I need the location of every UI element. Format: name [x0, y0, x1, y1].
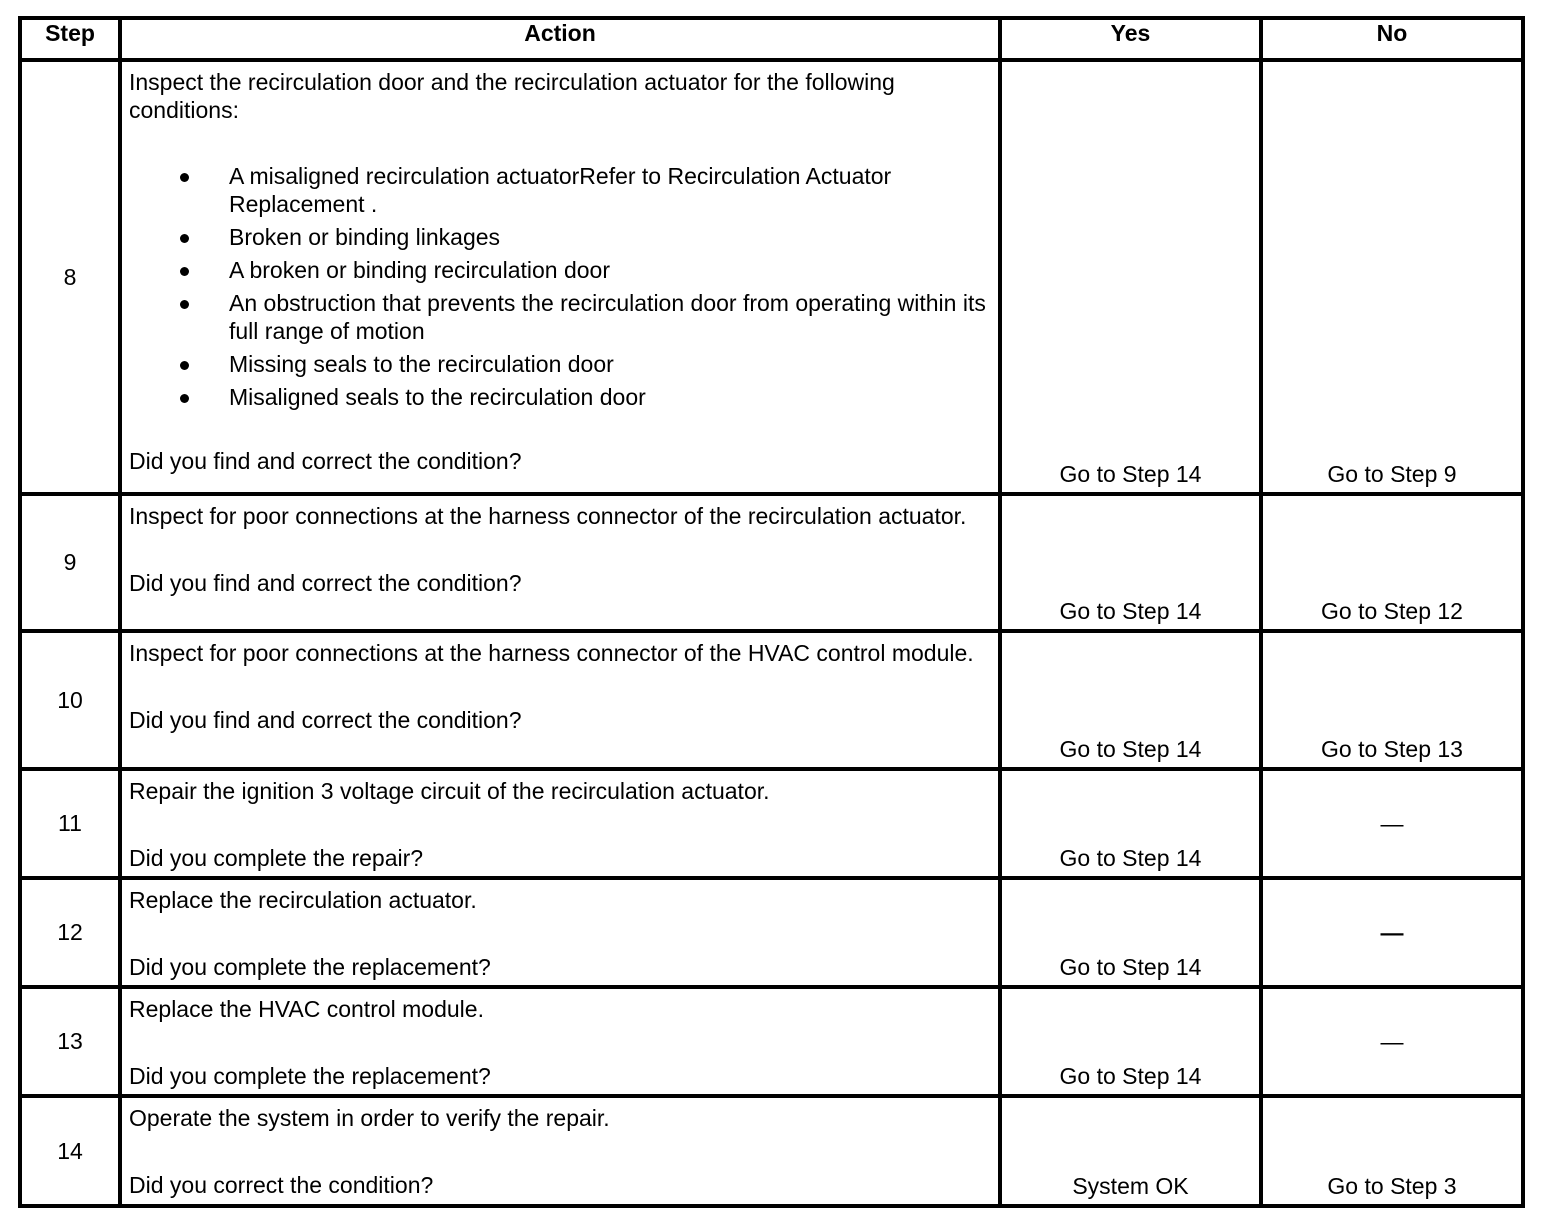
list-item — [129, 383, 992, 411]
list-item-text: A broken or binding recirculation door — [229, 257, 611, 283]
table-row — [20, 60, 1523, 494]
table-row — [20, 878, 1523, 987]
action-text: Inspect for poor connections at the harness connector of the HVAC control module. — [129, 640, 974, 666]
action-text: Inspect the recirculation door and the recirculation actuator for the following conditions: — [129, 69, 895, 123]
list-item-text: A misaligned recirculation actuatorRefer to Recirculation Actuator Replacement . — [229, 163, 892, 217]
no-cell — [1261, 769, 1523, 878]
table-row — [20, 494, 1523, 631]
action-question: Did you find and correct the condition? — [129, 570, 522, 596]
action-cell — [120, 60, 1000, 494]
header-row — [20, 18, 1523, 60]
action-cell — [120, 878, 1000, 987]
action-text: Inspect for poor connections at the harness connector of the recirculation actuator. — [129, 503, 967, 529]
no-result: Go to Step 3 — [1327, 1173, 1457, 1199]
yes-cell — [1000, 1096, 1261, 1206]
no-result: Go to Step 13 — [1321, 736, 1463, 762]
yes-result: Go to Step 14 — [1059, 1063, 1202, 1089]
yes-result: Go to Step 14 — [1059, 845, 1202, 871]
bullet-icon — [180, 267, 189, 276]
header-step: Step — [20, 18, 120, 60]
bullet-icon — [180, 173, 189, 182]
action-cell — [120, 769, 1000, 878]
yes-result: Go to Step 14 — [1059, 736, 1202, 762]
bullet-icon — [180, 300, 189, 309]
diagnostic-table — [18, 16, 1525, 1208]
no-cell — [1261, 878, 1523, 987]
list-item — [129, 162, 992, 218]
step-number: 13 — [20, 987, 120, 1096]
header-yes: Yes — [1000, 18, 1261, 60]
no-cell — [1261, 987, 1523, 1096]
table-row — [20, 987, 1523, 1096]
list-item — [129, 223, 992, 251]
header-no: No — [1261, 18, 1523, 60]
step-number: 14 — [20, 1096, 120, 1206]
no-result: — — [1380, 810, 1404, 836]
yes-cell — [1000, 987, 1261, 1096]
list-item-text: Broken or binding linkages — [229, 224, 501, 250]
table-row — [20, 1096, 1523, 1206]
no-result: Go to Step 9 — [1327, 461, 1457, 487]
action-question: Did you find and correct the condition? — [129, 707, 522, 733]
step-number: 8 — [20, 60, 120, 494]
action-text: Operate the system in order to verify the repair. — [129, 1105, 610, 1131]
list-item-text: An obstruction that prevents the recirculation door from operating within its full range of motion — [229, 290, 986, 344]
action-question: Did you complete the replacement? — [129, 1063, 491, 1089]
bullet-icon — [180, 361, 189, 370]
no-cell — [1261, 494, 1523, 631]
action-question: Did you correct the condition? — [129, 1172, 434, 1198]
no-cell — [1261, 60, 1523, 494]
list-item-text: Missing seals to the recirculation door — [229, 351, 614, 377]
action-question: Did you find and correct the condition? — [129, 448, 522, 474]
yes-cell — [1000, 631, 1261, 769]
list-item-text: Misaligned seals to the recirculation door — [229, 384, 646, 410]
condition-list — [129, 162, 992, 411]
step-number: 12 — [20, 878, 120, 987]
no-cell — [1261, 1096, 1523, 1206]
yes-result: Go to Step 14 — [1059, 954, 1202, 980]
bullet-icon — [180, 234, 189, 243]
action-question: Did you complete the repair? — [129, 845, 424, 871]
step-number: 11 — [20, 769, 120, 878]
action-text: Replace the recirculation actuator. — [129, 887, 477, 913]
yes-result: Go to Step 14 — [1059, 461, 1202, 487]
table-row — [20, 631, 1523, 769]
yes-result: Go to Step 14 — [1059, 598, 1202, 624]
bullet-icon — [180, 394, 189, 403]
yes-cell — [1000, 878, 1261, 987]
no-result: Go to Step 12 — [1321, 598, 1463, 624]
list-item — [129, 256, 992, 284]
action-question: Did you complete the replacement? — [129, 954, 491, 980]
yes-result: System OK — [1072, 1173, 1189, 1199]
action-cell — [120, 494, 1000, 631]
step-number: 10 — [20, 631, 120, 769]
step-number: 9 — [20, 494, 120, 631]
no-result: — — [1380, 1028, 1404, 1054]
list-item — [129, 289, 992, 345]
yes-cell — [1000, 494, 1261, 631]
yes-cell — [1000, 60, 1261, 494]
action-text: Replace the HVAC control module. — [129, 996, 484, 1022]
no-result: — — [1380, 919, 1404, 945]
list-item — [129, 350, 992, 378]
table-row — [20, 769, 1523, 878]
header-action: Action — [120, 18, 1000, 60]
yes-cell — [1000, 769, 1261, 878]
no-cell — [1261, 631, 1523, 769]
action-cell — [120, 987, 1000, 1096]
action-text: Repair the ignition 3 voltage circuit of the recirculation actuator. — [129, 778, 770, 804]
action-cell — [120, 1096, 1000, 1206]
action-cell — [120, 631, 1000, 769]
